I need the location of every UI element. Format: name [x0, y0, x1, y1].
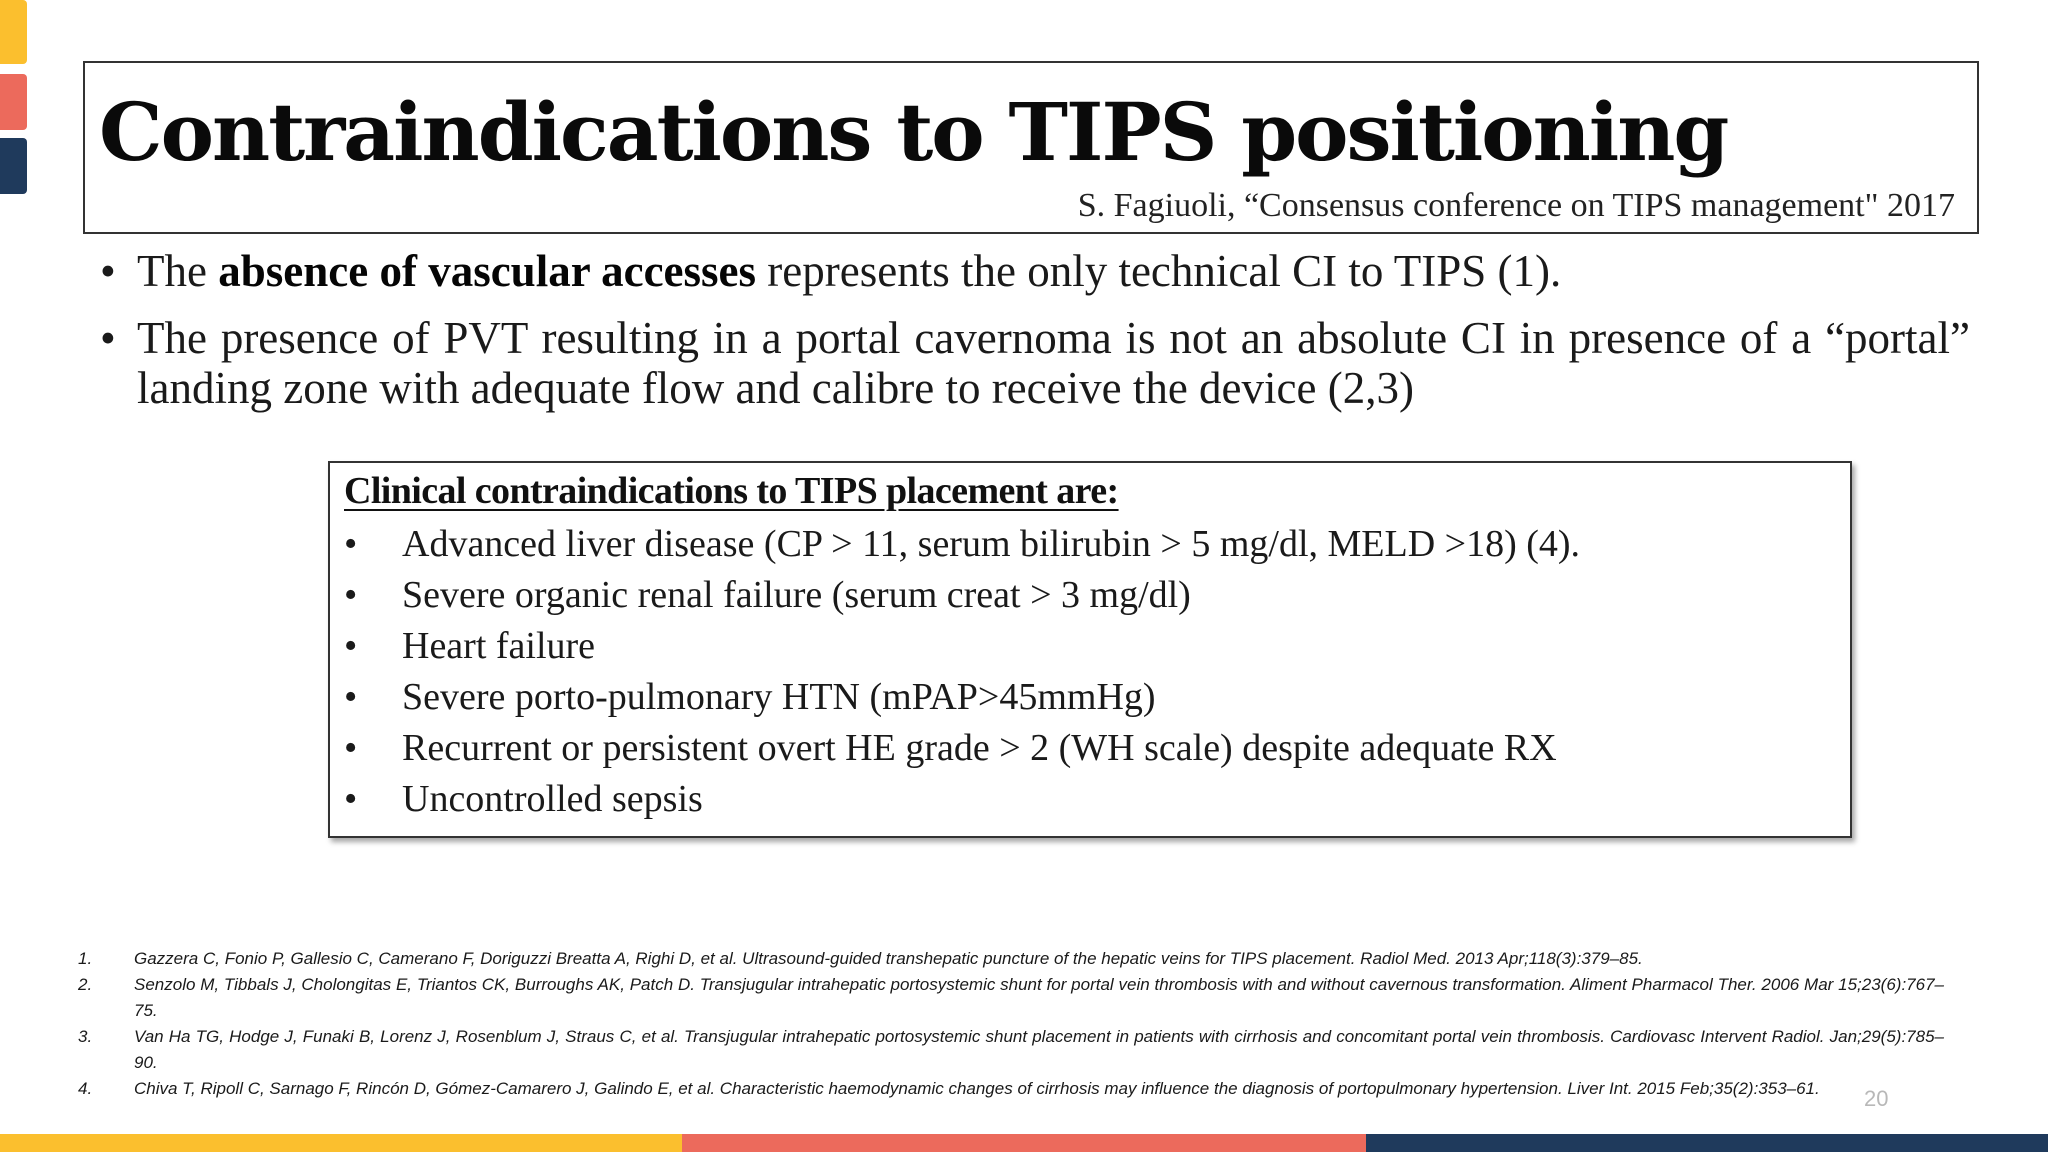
bullet-item [100, 313, 1970, 413]
bullet-marker: • [100, 246, 116, 296]
reference-number: 3. [78, 1027, 93, 1046]
contraindication-text: Severe organic renal failure (serum creat > 3 mg/dl) [402, 574, 1191, 616]
bottom-bar-red [682, 1134, 1366, 1152]
reference-item [78, 972, 1944, 1024]
clinical-box-heading: Clinical contraindications to TIPS placement are: [344, 470, 1119, 512]
bullet-item [100, 246, 1970, 296]
reference-number: 1. [78, 949, 93, 968]
bullet-marker: • [344, 676, 358, 718]
contraindication-text: Heart failure [402, 625, 596, 667]
reference-number: 4. [78, 1079, 93, 1098]
bullet-marker: • [344, 625, 358, 667]
reference-number: 2. [78, 975, 93, 994]
references-list [78, 946, 1944, 1102]
title-citation: S. Fagiuoli, “Consensus conference on TIPS management" 2017 [1077, 187, 1955, 224]
contraindication-item [344, 570, 1580, 621]
accent-stripe-navy [0, 138, 27, 194]
bullet-marker: • [344, 574, 358, 616]
contraindication-text: Advanced liver disease (CP > 11, serum bilirubin > 5 mg/dl, MELD >18) (4). [402, 523, 1581, 565]
reference-item [78, 946, 1944, 972]
contraindication-text: Severe porto-pulmonary HTN (mPAP>45mmHg) [402, 676, 1156, 718]
contraindication-item [344, 774, 1580, 825]
clinical-contraindications-box [328, 461, 1852, 838]
reference-text: Senzolo M, Tibbals J, Cholongitas E, Triantos CK, Burroughs AK, Patch D. Transjugular intrahepatic portosystemic shunt for portal vein thrombosis with and without cavernous transformation. Aliment Pharmacol Ther. 2006 Mar 15;23(6):767–75. [134, 975, 1944, 1020]
reference-item [78, 1076, 1944, 1102]
contraindication-item [344, 519, 1580, 570]
bullet-marker: • [344, 778, 358, 820]
bullet-marker: • [100, 313, 116, 363]
accent-stripe-yellow [0, 0, 27, 64]
contraindication-item [344, 621, 1580, 672]
bottom-bar-yellow [0, 1134, 682, 1152]
reference-text: Gazzera C, Fonio P, Gallesio C, Camerano F, Doriguzzi Breatta A, Righi D, et al. Ultrasound-guided transhepatic puncture of the hepatic veins for TIPS placement. Radiol Med. 2013 Apr;118(3):379–85. [134, 949, 1643, 968]
bullet-text: The presence of PVT resulting in a portal cavernoma is not an absolute CI in presence of a “portal” landing zone with adequate flow and calibre to receive the device (2,3) [137, 313, 1970, 413]
slide-title: Contraindications to TIPS positioning [99, 85, 1728, 179]
page-number: 20 [1864, 1086, 1889, 1111]
bullet-text-post: represents the only technical CI to TIPS (1). [756, 246, 1562, 296]
bottom-color-bar [0, 1134, 2048, 1152]
clinical-contraindications-list [344, 519, 1580, 825]
bullet-marker: • [344, 523, 358, 565]
accent-stripe-red [0, 74, 27, 130]
reference-text: Van Ha TG, Hodge J, Funaki B, Lorenz J, Rosenblum J, Straus C, et al. Transjugular intrahepatic portosystemic shunt placement in patients with cirrhosis and concomitant portal vein thrombosis. Cardiovasc Intervent Radiol. Jan;29(5):785–90. [134, 1027, 1944, 1072]
bottom-bar-navy [1366, 1134, 2048, 1152]
title-box [83, 61, 1979, 234]
reference-text: Chiva T, Ripoll C, Sarnago F, Rincón D, Gómez-Camarero J, Galindo E, et al. Characteristic haemodynamic changes of cirrhosis may influence the diagnosis of portopulmonary hypertension. Liver Int. 2015 Feb;35(2):353–61. [134, 1079, 1820, 1098]
contraindication-text: Uncontrolled sepsis [402, 778, 703, 820]
bullet-text-pre: The [137, 246, 219, 296]
contraindication-item [344, 723, 1580, 774]
contraindication-item [344, 672, 1580, 723]
main-bullet-list [100, 246, 1970, 430]
bullet-text-bold: absence of vascular accesses [218, 246, 757, 296]
reference-item [78, 1024, 1944, 1076]
contraindication-text: Recurrent or persistent overt HE grade > 2 (WH scale) despite adequate RX [402, 727, 1557, 769]
bullet-marker: • [344, 727, 358, 769]
